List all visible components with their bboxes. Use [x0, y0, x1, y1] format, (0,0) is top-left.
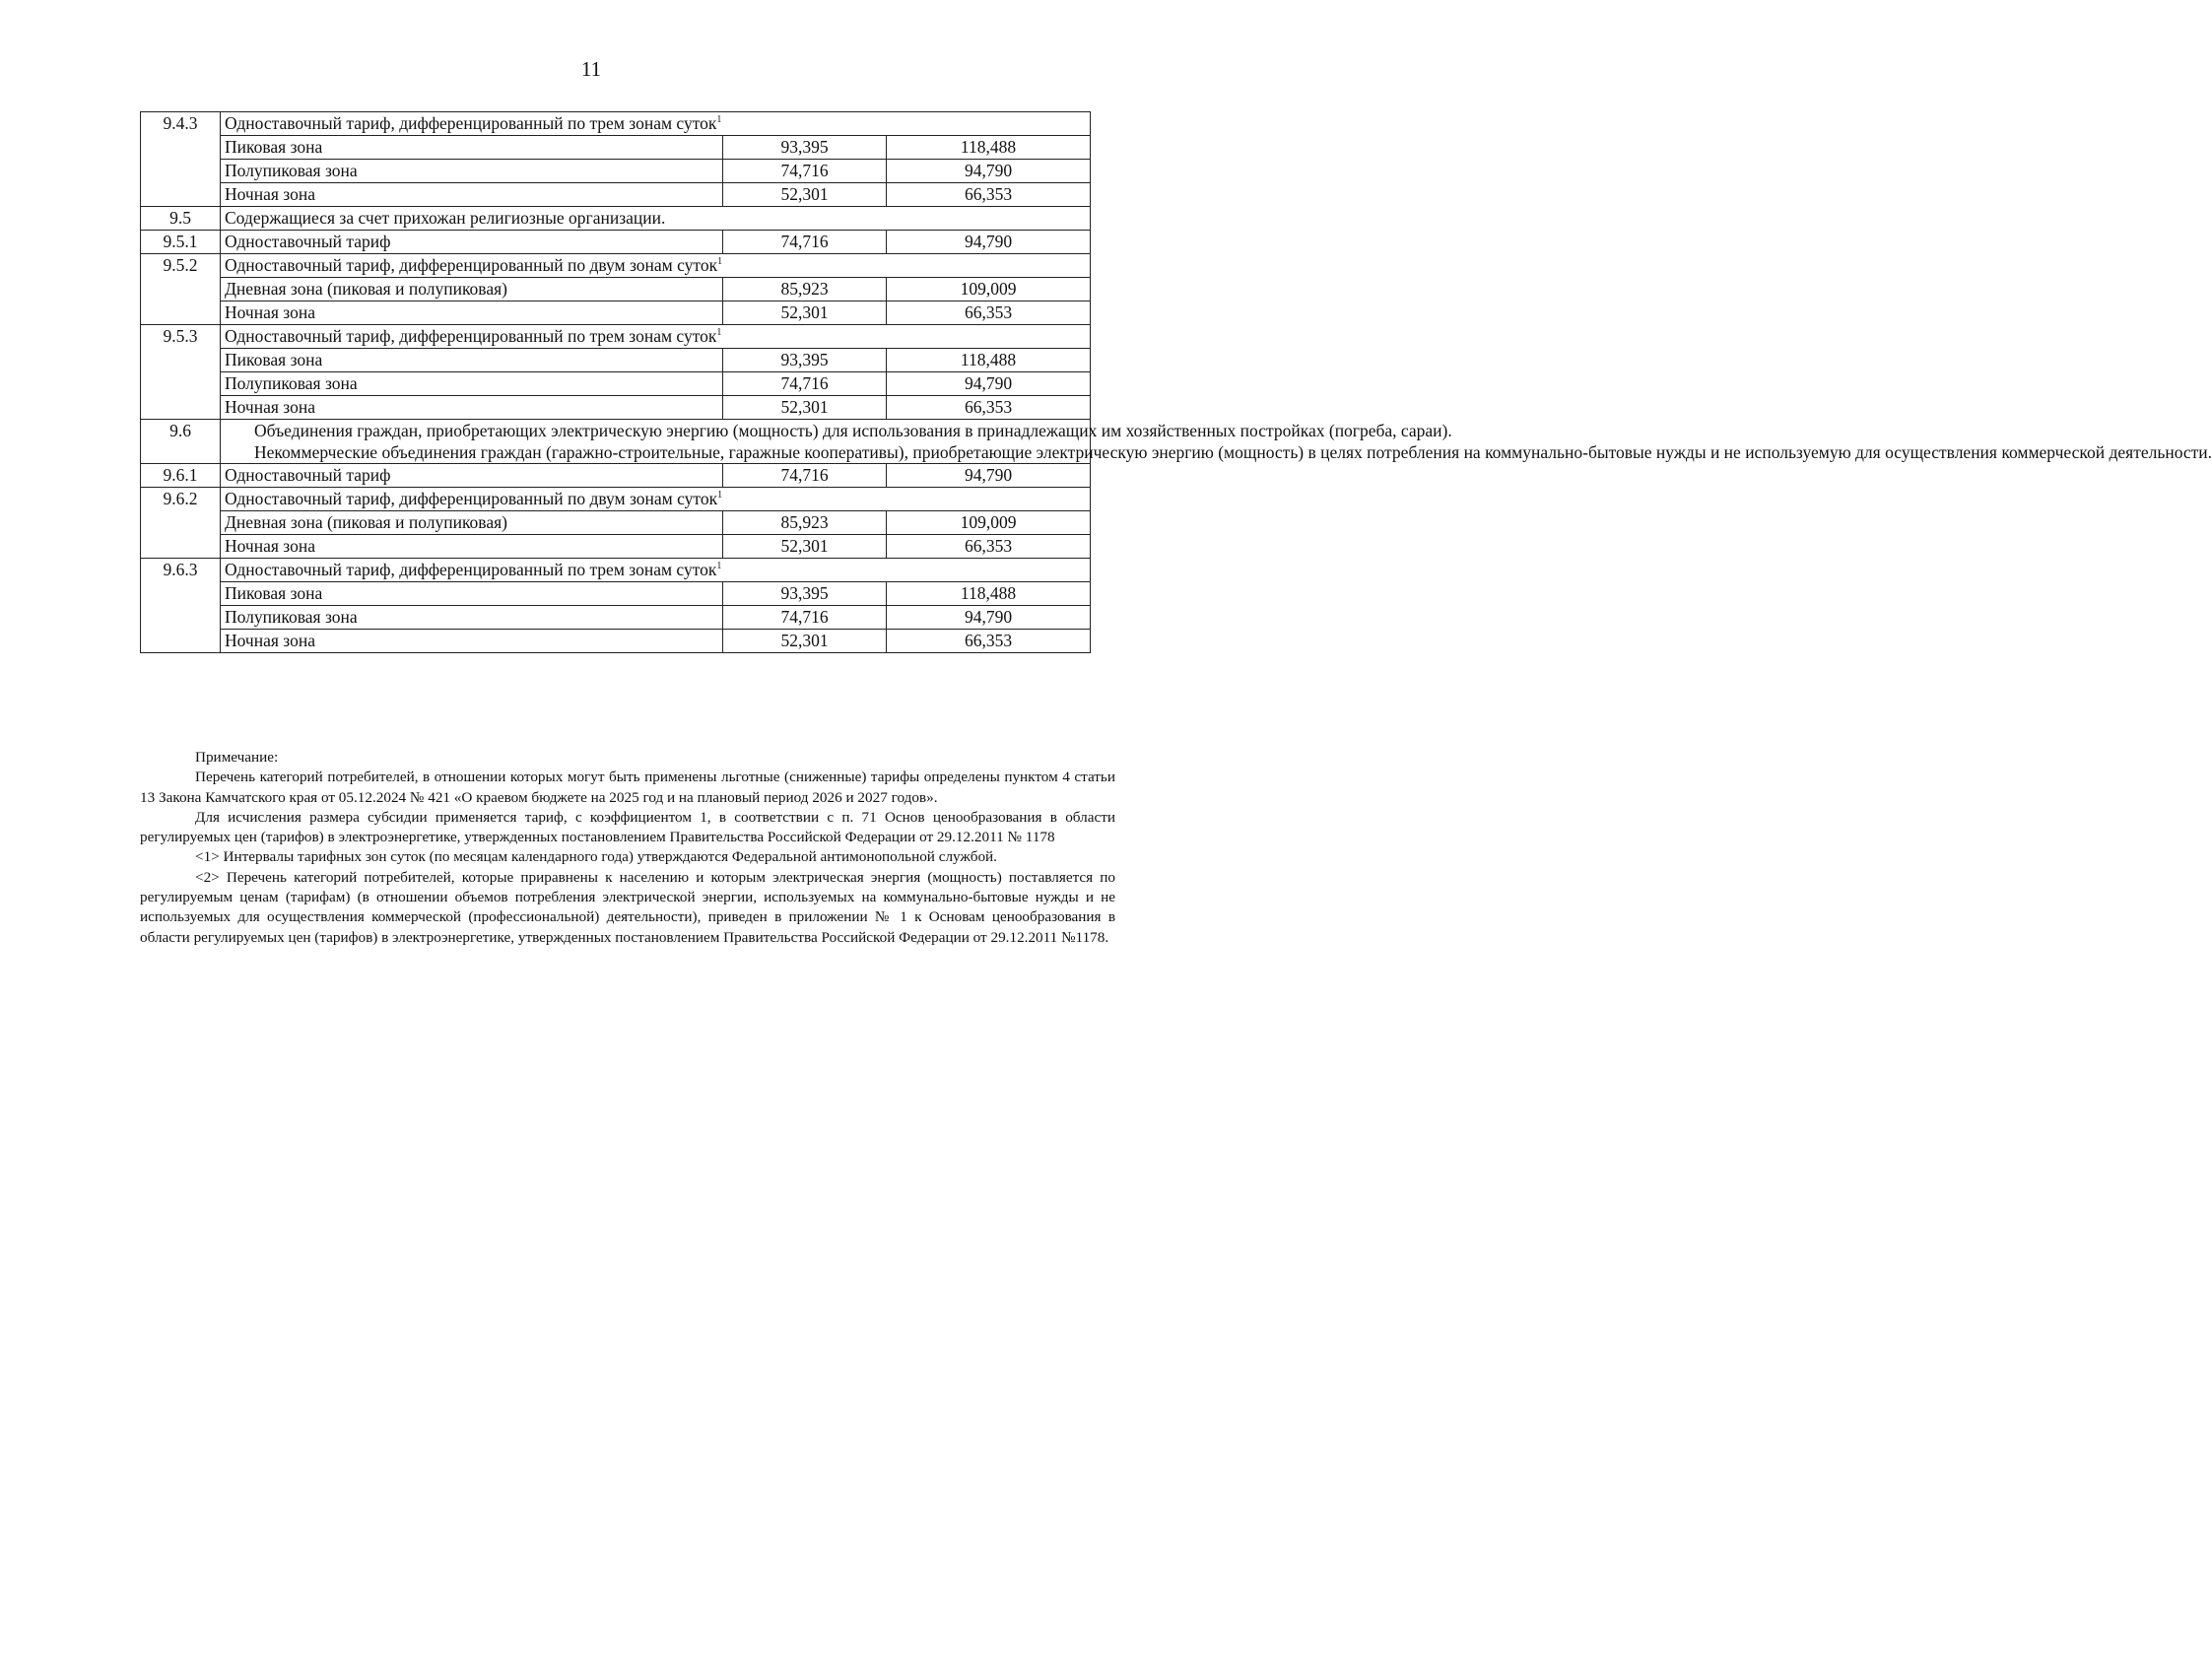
tariff-value: 74,716	[723, 231, 887, 254]
table-row	[141, 511, 1091, 535]
tariff-value: 94,790	[887, 606, 1091, 630]
row-title: Одноставочный тариф, дифференцированный по трем зонам суток$^1$	[221, 112, 1091, 136]
note-paragraph: Перечень категорий потребителей, в отношении которых могут быть применены льготные (сниженные) тарифы определены пунктом 4 статьи 13 Закона Камчатского края от 05.12.2024 № 421 «О краевом бюджете на 2025 год и на плановый период 2026 и 2027 годов».	[140, 769, 1115, 806]
zone-label: Дневная зона (пиковая и полупиковая)	[221, 278, 723, 301]
row-title: Одноставочный тариф, дифференцированный по двум зонам суток$^1$	[221, 488, 1091, 511]
tariff-value: 118,488	[887, 136, 1091, 160]
row-title: Одноставочный тариф, дифференцированный по трем зонам суток$^1$	[221, 325, 1091, 349]
table-row	[141, 254, 1091, 278]
table-row	[141, 207, 1091, 231]
table-row	[141, 372, 1091, 396]
zone-label: Ночная зона	[221, 396, 723, 420]
zone-label: Ночная зона	[221, 301, 723, 325]
category-title: Содержащиеся за счет прихожан религиозные организации.	[221, 207, 1091, 231]
tariff-value: 52,301	[723, 535, 887, 559]
tariff-value: 94,790	[887, 464, 1091, 488]
footnote-1: <1> Интервалы тарифных зон суток (по месяцам календарного года) утверждаются Федеральной антимонопольной службой.	[195, 848, 997, 866]
tariff-value: 52,301	[723, 630, 887, 653]
category-paragraph: Некоммерческие объединения граждан (гаражно-строительные, гаражные кооперативы), приобретающие электрическую энергию (мощность) в целях потребления на коммунально-бытовые нужды и не используемую для осуществления коммерческой деятельности.	[254, 442, 2212, 462]
tariff-value: 74,716	[723, 372, 887, 396]
tariff-value: 94,790	[887, 231, 1091, 254]
tariff-value: 118,488	[887, 582, 1091, 606]
table-row	[141, 535, 1091, 559]
table-row	[141, 160, 1091, 183]
row-code: 9.6.2	[141, 488, 221, 559]
notes-heading: Примечание:	[195, 749, 279, 766]
tariff-value: 94,790	[887, 160, 1091, 183]
tariff-value: 118,488	[887, 349, 1091, 372]
row-code: 9.5.2	[141, 254, 221, 325]
page-number: 11	[580, 57, 602, 81]
zone-label: Ночная зона	[221, 535, 723, 559]
tariff-value: 74,716	[723, 464, 887, 488]
table-row	[141, 606, 1091, 630]
table-row	[141, 464, 1091, 488]
row-title: Одноставочный тариф	[221, 464, 723, 488]
zone-label: Ночная зона	[221, 630, 723, 653]
table-row	[141, 420, 1091, 464]
tariff-value: 52,301	[723, 183, 887, 207]
tariff-value: 74,716	[723, 606, 887, 630]
tariff-value: 52,301	[723, 396, 887, 420]
tariff-value: 66,353	[887, 396, 1091, 420]
tariff-value: 85,923	[723, 511, 887, 535]
tariff-value: 109,009	[887, 278, 1091, 301]
notes-section	[140, 748, 1115, 948]
table-row	[141, 231, 1091, 254]
tariff-value: 109,009	[887, 511, 1091, 535]
table-row	[141, 325, 1091, 349]
zone-label: Полупиковая зона	[221, 606, 723, 630]
zone-label: Ночная зона	[221, 183, 723, 207]
tariff-value: 93,395	[723, 582, 887, 606]
zone-label: Дневная зона (пиковая и полупиковая)	[221, 511, 723, 535]
tariff-value: 74,716	[723, 160, 887, 183]
table-row	[141, 278, 1091, 301]
table-row	[141, 349, 1091, 372]
row-title: Одноставочный тариф, дифференцированный по трем зонам суток$^1$	[221, 559, 1091, 582]
tariff-value: 93,395	[723, 136, 887, 160]
row-code: 9.6.1	[141, 464, 221, 488]
tariff-value: 94,790	[887, 372, 1091, 396]
note-paragraph: Для исчисления размера субсидии применяется тариф, с коэффициентом 1, в соответствии с п. 71 Основ ценообразования в области регулируемых цен (тарифов) в электроэнергетике, утвержденных постановлением Правительства Российской Федерации от 29.12.2011 № 1178	[140, 808, 1115, 846]
table-row	[141, 301, 1091, 325]
tariff-value: 93,395	[723, 349, 887, 372]
zone-label: Полупиковая зона	[221, 160, 723, 183]
table-row	[141, 396, 1091, 420]
zone-label: Полупиковая зона	[221, 372, 723, 396]
zone-label: Пиковая зона	[221, 582, 723, 606]
row-code: 9.5.3	[141, 325, 221, 420]
tariff-value: 66,353	[887, 183, 1091, 207]
category-description	[221, 420, 2212, 464]
table-row	[141, 630, 1091, 653]
row-title: Одноставочный тариф, дифференцированный по двум зонам суток$^1$	[221, 254, 1091, 278]
row-title: Одноставочный тариф	[221, 231, 723, 254]
tariff-value: 66,353	[887, 301, 1091, 325]
table-row	[141, 559, 1091, 582]
footnote-2: <2> Перечень категорий потребителей, которые приравнены к населению и которым электрическая энергия (мощность) поставляется по регулируемым ценам (тарифам) (в отношении объемов потребления электрической энергии, используемых на коммунально-бытовые нужды и не используемых для осуществления коммерческой (профессиональной) деятельности), приведен в приложении № 1 к Основам ценообразования в области регулируемых цен (тарифов) в электроэнергетике, утвержденных постановлением Правительства Российской Федерации от 29.12.2011 №1178.	[140, 868, 1115, 946]
tariff-value: 66,353	[887, 535, 1091, 559]
row-code: 9.6.3	[141, 559, 221, 653]
row-code: 9.5.1	[141, 231, 221, 254]
zone-label: Пиковая зона	[221, 349, 723, 372]
zone-label: Пиковая зона	[221, 136, 723, 160]
table-row	[141, 582, 1091, 606]
table-row	[141, 488, 1091, 511]
table-row	[141, 136, 1091, 160]
category-paragraph: Объединения граждан, приобретающих электрическую энергию (мощность) для использования в принадлежащих им хозяйственных постройках (погреба, сараи).	[254, 421, 1452, 440]
tariff-table	[140, 111, 2212, 653]
table-row	[141, 112, 1091, 136]
row-code: 9.4.3	[141, 112, 221, 207]
tariff-value: 85,923	[723, 278, 887, 301]
tariff-value: 52,301	[723, 301, 887, 325]
row-code: 9.5	[141, 207, 221, 231]
table-row	[141, 183, 1091, 207]
tariff-value: 66,353	[887, 630, 1091, 653]
row-code: 9.6	[141, 420, 221, 464]
